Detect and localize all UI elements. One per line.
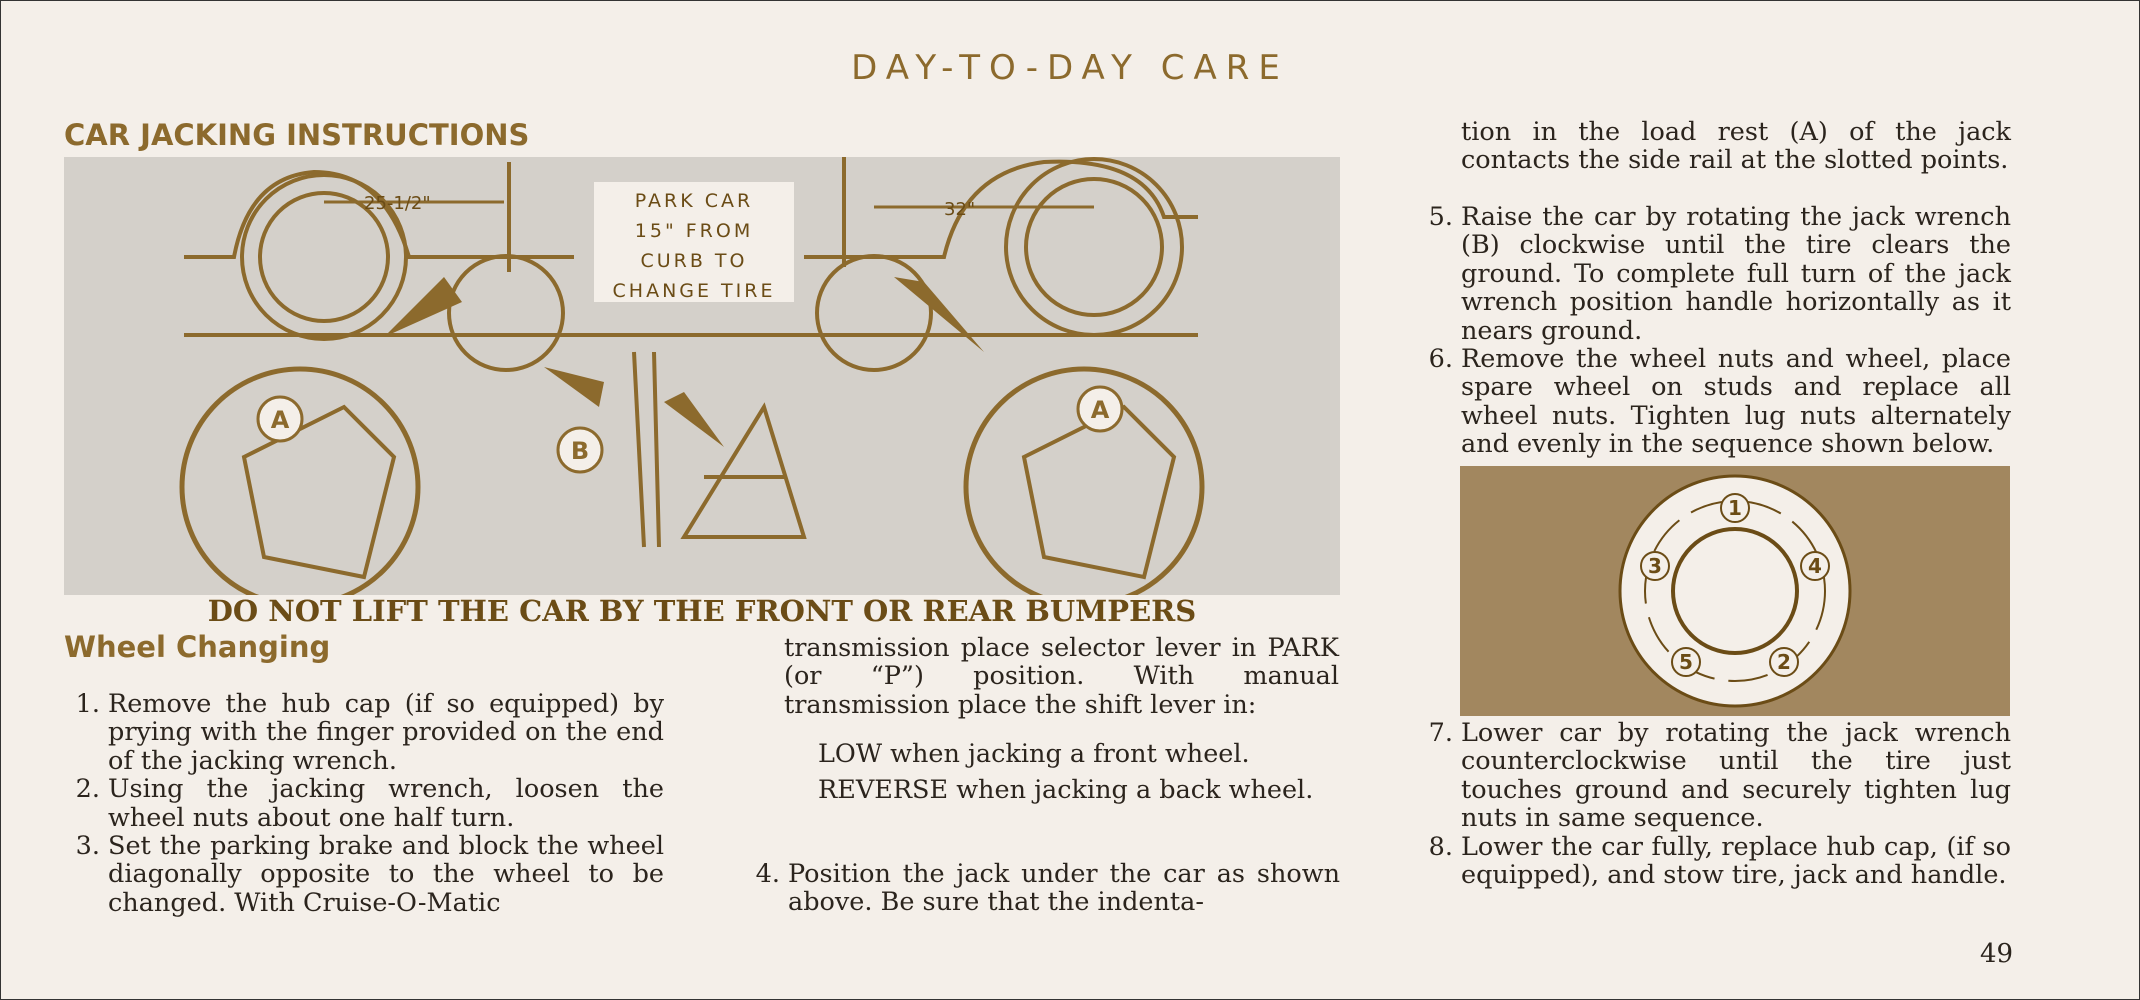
jack-handle xyxy=(634,352,659,547)
jacking-illustration xyxy=(64,157,1340,595)
wheel-hub xyxy=(1673,529,1797,653)
rear-tire xyxy=(1006,159,1182,335)
step-2: 2. Using the jacking wrench, loosen the wheel nuts about one half turn. xyxy=(75,774,664,833)
section-title-jacking: CAR JACKING INSTRUCTIONS xyxy=(64,118,530,152)
detail-jack-right xyxy=(1024,407,1174,577)
detail-circle-left xyxy=(182,369,418,595)
rear-jack-point-circle xyxy=(817,256,931,370)
rear-fender xyxy=(804,162,1198,257)
step-4-continued: tion in the load rest (A) of the jack contacts the side rail at the slotted points. xyxy=(1461,117,2011,176)
label-a-right: A xyxy=(1090,396,1110,424)
step-7: 7. Lower car by rotating the jack wrench counterclockwise until the tire just touches ground and securely tighten lug nuts in same sequence. xyxy=(1428,718,2011,834)
page-header: DAY-TO-DAY CARE xyxy=(851,48,1289,88)
step-5: 5. Raise the car by rotating the jack wrench (B) clockwise until the tire clears the ground. To complete full turn of the jack wrench position handle horizontally as it nears ground. xyxy=(1428,202,2011,346)
park-note-line-3: CURB TO xyxy=(640,250,748,272)
lug-nut-sequence-panel xyxy=(1460,466,2010,716)
lug-nut-diagram xyxy=(1460,466,2010,716)
section-title-wheel: Wheel Changing xyxy=(64,630,331,664)
rear-tire-inner xyxy=(1026,179,1162,315)
column-1 xyxy=(64,690,664,917)
step-1: 1. Remove the hub cap (if so equipped) by prying with the finger provided on the end of the jacking wrench. xyxy=(75,689,664,776)
dim-label-rear: 32" xyxy=(944,199,976,220)
steps-list-1 xyxy=(64,690,664,917)
arrow-b-left xyxy=(544,367,604,407)
lug-5-label: 5 xyxy=(1679,650,1693,674)
lug-4-label: 4 xyxy=(1808,554,1822,578)
label-b: B xyxy=(570,437,590,465)
lug-3-label: 3 xyxy=(1648,554,1662,578)
park-note-line-1: PARK CAR xyxy=(634,190,754,212)
lug-2-label: 2 xyxy=(1777,650,1791,674)
step-8: 8. Lower the car fully, replace hub cap, (if so equipped), and stow tire, jack and handle. xyxy=(1428,831,2011,891)
step-3-continued: transmission place selector lever in PARK (or “P”) position. With manual transmission place the shift lever in: xyxy=(784,633,1339,720)
label-a-left: A xyxy=(270,406,290,434)
lug-1-label: 1 xyxy=(1728,496,1742,520)
page-number: 49 xyxy=(1980,939,2014,969)
arrow-b-right xyxy=(664,392,724,447)
reverse-gear-note: REVERSE when jacking a back wheel. xyxy=(818,775,1314,805)
park-note-line-2: 15" FROM xyxy=(634,220,754,242)
front-jack-point-circle xyxy=(449,256,563,370)
jacking-diagram xyxy=(64,157,1340,595)
park-note-line-4: CHANGE TIRE xyxy=(612,280,776,302)
column-3-steps xyxy=(1417,203,2011,459)
step-4: 4. Position the jack under the car as shown above. Be sure that the indenta- xyxy=(755,859,1340,918)
low-gear-note: LOW when jacking a front wheel. xyxy=(818,739,1250,769)
warning-text: DO NOT LIFT THE CAR BY THE FRONT OR REAR BUMPERS xyxy=(207,594,1197,628)
step-3: 3. Set the parking brake and block the wheel diagonally opposite to the wheel to be changed. With Cruise-O-Matic xyxy=(75,831,664,918)
dim-label-front: 25-1/2" xyxy=(364,193,431,214)
column-3-steps-2 xyxy=(1417,719,2011,889)
arrow-rear xyxy=(894,277,984,352)
step-6: 6. Remove the wheel nuts and wheel, place spare wheel on studs and replace all wheel nuts. Tighten lug nuts alternately and evenly in the sequence shown below. xyxy=(1428,344,2011,460)
